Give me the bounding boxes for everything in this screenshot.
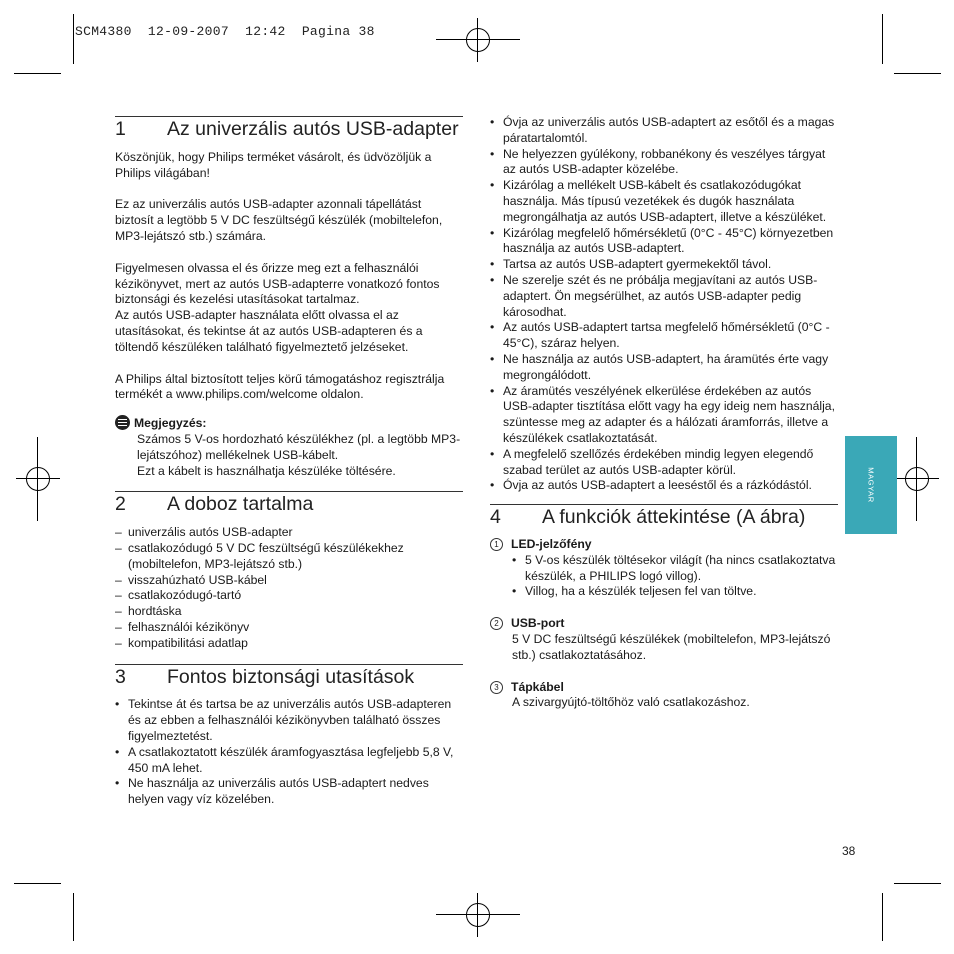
list-item: – visszahúzható USB-kábel xyxy=(115,573,463,589)
list-item: • Tekintse át és tartsa be az univerzális autós USB-adapteren és az ebben a felhasználói kézikönyvben található összes figyelmeztetést. xyxy=(115,697,463,744)
note-label: Megjegyzés: xyxy=(134,416,207,431)
callout-number: 3 xyxy=(490,681,503,694)
list-item: • Kizárólag megfelelő hőmérsékletű (0°C - 45°C) környezetben használja az autós USB-adaptert. xyxy=(490,226,838,258)
left-column xyxy=(115,116,463,808)
feature-item xyxy=(490,537,838,600)
section-title: Az univerzális autós USB-adapter xyxy=(167,118,459,140)
list-item: • Az áramütés veszélyének elkerülése érdekében az autós USB-adapter tisztítása előtt vagy ha egy ideig nem használja, szüntesse meg az adapter és a hálózati áramforrás, illetve a készülékek csatlakoztatását. xyxy=(490,384,838,447)
note-text: Számos 5 V-os hordozható készülékhez (pl. a legtöbb MP3-lejátszóhoz) mellékelnek USB-kábelt. xyxy=(137,431,461,462)
list-item: • Óvja az univerzális autós USB-adaptert az esőtől és a magas páratartalomtól. xyxy=(490,115,838,147)
crop-mark xyxy=(894,73,941,74)
feature-item xyxy=(490,680,838,712)
section-title: Fontos biztonsági utasítások xyxy=(167,665,415,688)
section-2-heading xyxy=(115,493,463,516)
list-item: • Ne használja az univerzális autós USB-adaptert nedves helyen vagy víz közelében. xyxy=(115,776,463,808)
section-title: A funkciók áttekintése (A ábra) xyxy=(542,506,806,529)
section-number: 1 xyxy=(115,118,126,140)
section-number: 3 xyxy=(115,665,126,688)
list-item: • A megfelelő szellőzés érdekében mindig legyen elegendő szabad terület az autós USB-adapter körül. xyxy=(490,447,838,479)
language-side-tab xyxy=(845,436,897,534)
crop-mark xyxy=(894,883,941,884)
list-item: – hordtáska xyxy=(115,604,463,620)
list-item: • Villog, ha a készülék teljesen fel van töltve. xyxy=(512,584,838,600)
safety-list-continued xyxy=(490,115,838,494)
crop-mark xyxy=(882,14,883,64)
callout-number: 2 xyxy=(490,617,503,630)
feature-text: 5 V DC feszültségű készülékek (mobiltelefon, MP3-lejátszó stb.) csatlakoztatásához. xyxy=(512,631,831,662)
section-title: A doboz tartalma xyxy=(167,493,314,516)
section-rule xyxy=(490,504,838,505)
list-item: • 5 V-os készülék töltésekor világít (ha nincs csatlakoztatva készülék, a PHILIPS logó villog). xyxy=(512,553,838,585)
list-item: • Ne szerelje szét és ne próbálja megjavítani az autós USB-adaptert. Ön megsérülhet, az autós USB-adapter pedig károsodhat. xyxy=(490,273,838,320)
list-item: • Tartsa az autós USB-adaptert gyermekektől távol. xyxy=(490,257,838,273)
crop-mark xyxy=(14,73,61,74)
list-item: – csatlakozódugó-tartó xyxy=(115,588,463,604)
page-number: 38 xyxy=(842,844,856,858)
paragraph: Köszönjük, hogy Philips terméket vásárolt, és üdvözöljük a Philips világában! xyxy=(115,149,432,180)
side-tab-label: MAGYAR xyxy=(866,467,876,503)
section-number: 4 xyxy=(490,506,501,529)
crop-mark xyxy=(73,893,74,941)
paragraph: Ez az univerzális autós USB-adapter azonnali tápellátást biztosít a legtöbb 5 V DC feszültségű készülék (mobiltelefon, MP3-lejátszó stb.) számára. xyxy=(115,197,443,243)
list-item: – kompatibilitási adatlap xyxy=(115,636,463,652)
box-contents-list xyxy=(115,525,463,651)
section-rule xyxy=(115,491,463,492)
feature-title: LED-jelzőfény xyxy=(511,536,592,551)
note-icon xyxy=(115,415,130,430)
section-rule xyxy=(115,664,463,665)
note-block xyxy=(115,415,463,479)
section-3-heading xyxy=(115,665,463,688)
crop-mark xyxy=(73,14,74,64)
list-item: • Ne használja az autós USB-adaptert, ha áramütés érte vagy megrongálódott. xyxy=(490,352,838,384)
crop-mark xyxy=(14,883,61,884)
list-item: • Az autós USB-adaptert tartsa megfelelő hőmérsékletű (0°C - 45°C), száraz helyen. xyxy=(490,320,838,352)
safety-list xyxy=(115,697,463,808)
feature-title: Tápkábel xyxy=(511,679,564,694)
paragraph: Figyelmesen olvassa el és őrizze meg ezt a felhasználói kézikönyvet, mert az autós USB-adapterre vonatkozó fontos biztonsági és kezelési utasításokat tartalmaz. xyxy=(115,260,440,307)
section-rule xyxy=(115,116,463,117)
paragraph: A Philips által biztosított teljes körű támogatáshoz regisztrálja termékét a www.philips.com/welcome oldalon. xyxy=(115,371,445,402)
feature-item xyxy=(490,616,838,663)
section-1-heading xyxy=(115,118,463,140)
paragraph: Az autós USB-adapter használata előtt olvassa el az utasításokat, és tekintse át az autós USB-adapteren és a töltendő készüléken található figyelmeztető jelzéseket. xyxy=(115,308,423,354)
list-item: – univerzális autós USB-adapter xyxy=(115,525,463,541)
feature-title: USB-port xyxy=(511,616,565,631)
list-item: – csatlakozódugó 5 V DC feszültségű készülékekhez (mobiltelefon, MP3-lejátszó stb.) xyxy=(115,541,463,573)
list-item: • Óvja az autós USB-adaptert a leeséstől és a rázkódástól. xyxy=(490,478,838,494)
right-column xyxy=(490,115,838,711)
list-item: • A csatlakoztatott készülék áramfogyasztása legfeljebb 5,8 V, 450 mA lehet. xyxy=(115,745,463,777)
section-4-heading xyxy=(490,506,838,529)
feature-bullets xyxy=(512,553,838,600)
list-item: • Kizárólag a mellékelt USB-kábelt és csatlakozódugókat használja. Más típusú vezetékek és dugók használata megrongálhatja az autós USB-adaptert, illetve a készüléket. xyxy=(490,178,838,225)
callout-number: 1 xyxy=(490,538,503,551)
section-number: 2 xyxy=(115,493,126,516)
crop-mark xyxy=(882,893,883,941)
feature-text: A szivargyújtó-töltőhöz való csatlakozáshoz. xyxy=(512,695,750,710)
list-item: • Ne helyezzen gyúlékony, robbanékony és veszélyes tárgyat az autós USB-adapter közelébe. xyxy=(490,147,838,179)
list-item: – felhasználói kézikönyv xyxy=(115,620,463,636)
note-text: Ezt a kábelt is használhatja készüléke töltésére. xyxy=(137,463,396,478)
print-slug: SCM4380 12-09-2007 12:42 Pagina 38 xyxy=(75,24,375,39)
